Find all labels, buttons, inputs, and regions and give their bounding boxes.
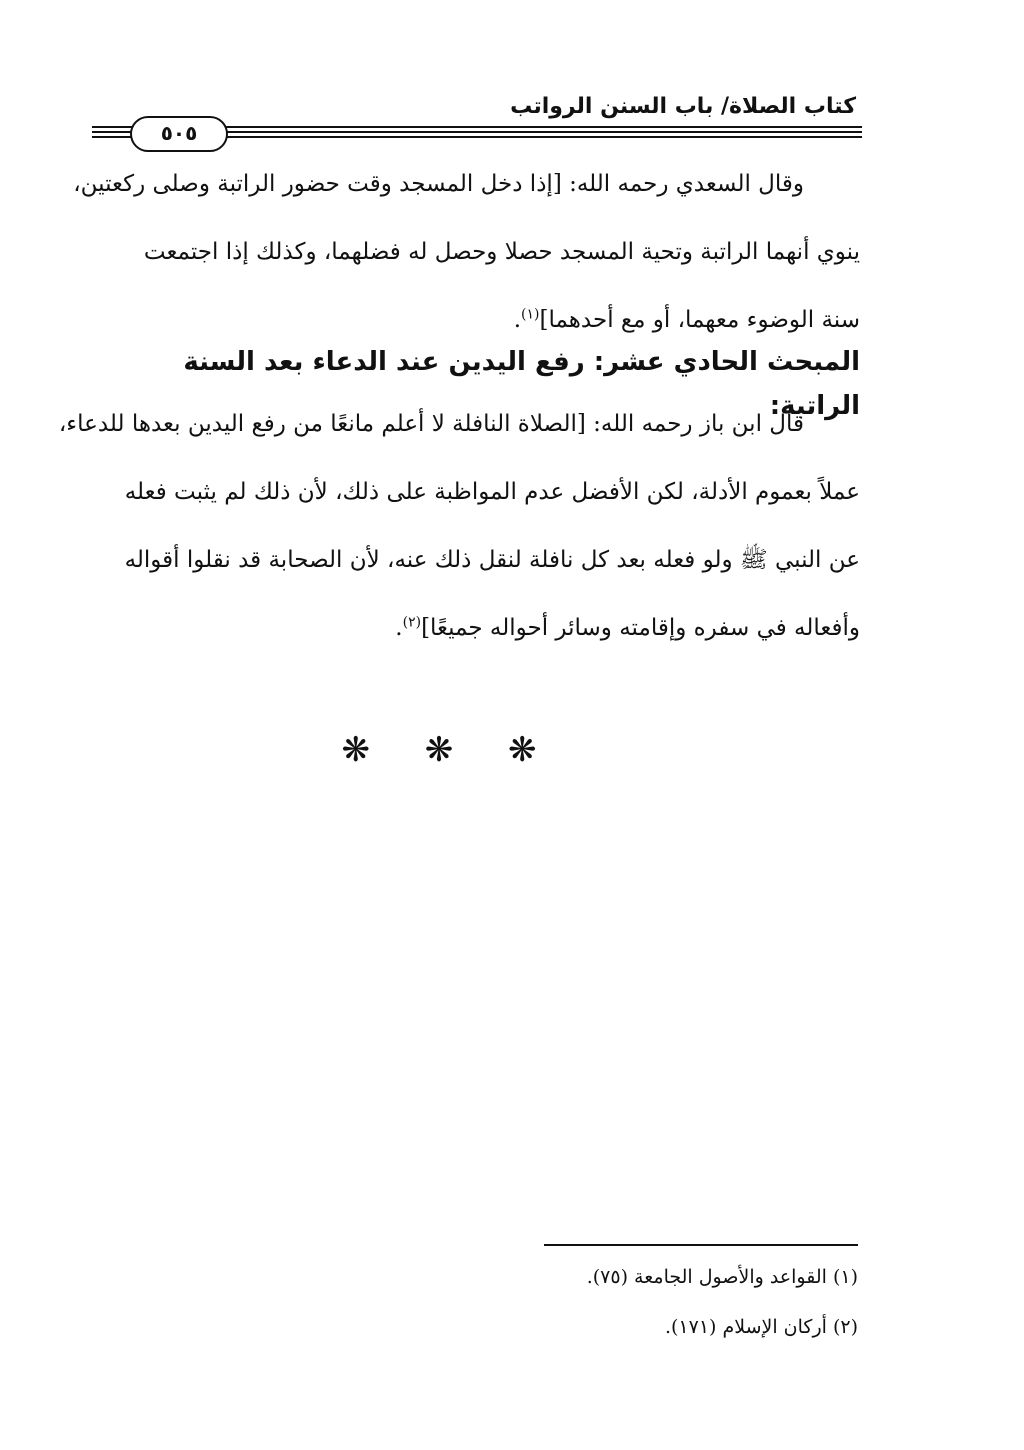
footnote-2: (٢) أركان الإسلام (١٧١). [664,1316,858,1338]
running-header-title: كتاب الصلاة/ باب السنن الرواتب [510,94,856,119]
page-number-badge: ٥٠٥ [130,116,228,152]
paragraph-line: وقال السعدي رحمه الله: [إذا دخل المسجد وقت حضور الراتبة وصلى ركعتين، [73,171,804,197]
footnote-ref-2[interactable]: (٢) [402,614,422,631]
paragraph-ibn-baz [58,390,860,662]
paragraph-line: عملاً بعموم الأدلة، لكن الأفضل عدم المواظبة على ذلك، لأن ذلك لم يثبت فعله [124,479,860,505]
paragraph-end: . [395,615,403,641]
paragraph-line: قال ابن باز رحمه الله: [الصلاة النافلة لا أعلم مانعًا من رفع اليدين بعدها للدعاء، [58,411,804,437]
section-separator: ❋ ❋ ❋ [341,730,559,770]
section-heading: المبحث الحادي عشر: رفع اليدين عند الدعاء بعد السنة الراتبة: [183,347,860,421]
paragraph-line: عن النبي ﷺ ولو فعله بعد كل نافلة لنقل ذلك عنه، لأن الصحابة قد نقلوا أقواله [124,547,860,573]
paragraph-line [92,594,860,662]
footnote-rule [544,1244,858,1246]
paragraph-saadi [73,150,860,354]
paragraph-line: ينوي أنهما الراتبة وتحية المسجد حصلا وحصل له فضلهما، وكذلك إذا اجتمعت [143,239,860,265]
footnote-ref-1[interactable]: (١) [521,306,540,323]
paragraph-end: . [513,307,522,333]
paragraph-line-text: وأفعاله في سفره وإقامته وسائر أحواله جميعًا] [421,615,860,641]
footnote-1: (١) القواعد والأصول الجامعة (٧٥). [586,1266,858,1288]
paragraph-line-text: سنة الوضوء معهما، أو مع أحدهما] [539,307,860,333]
